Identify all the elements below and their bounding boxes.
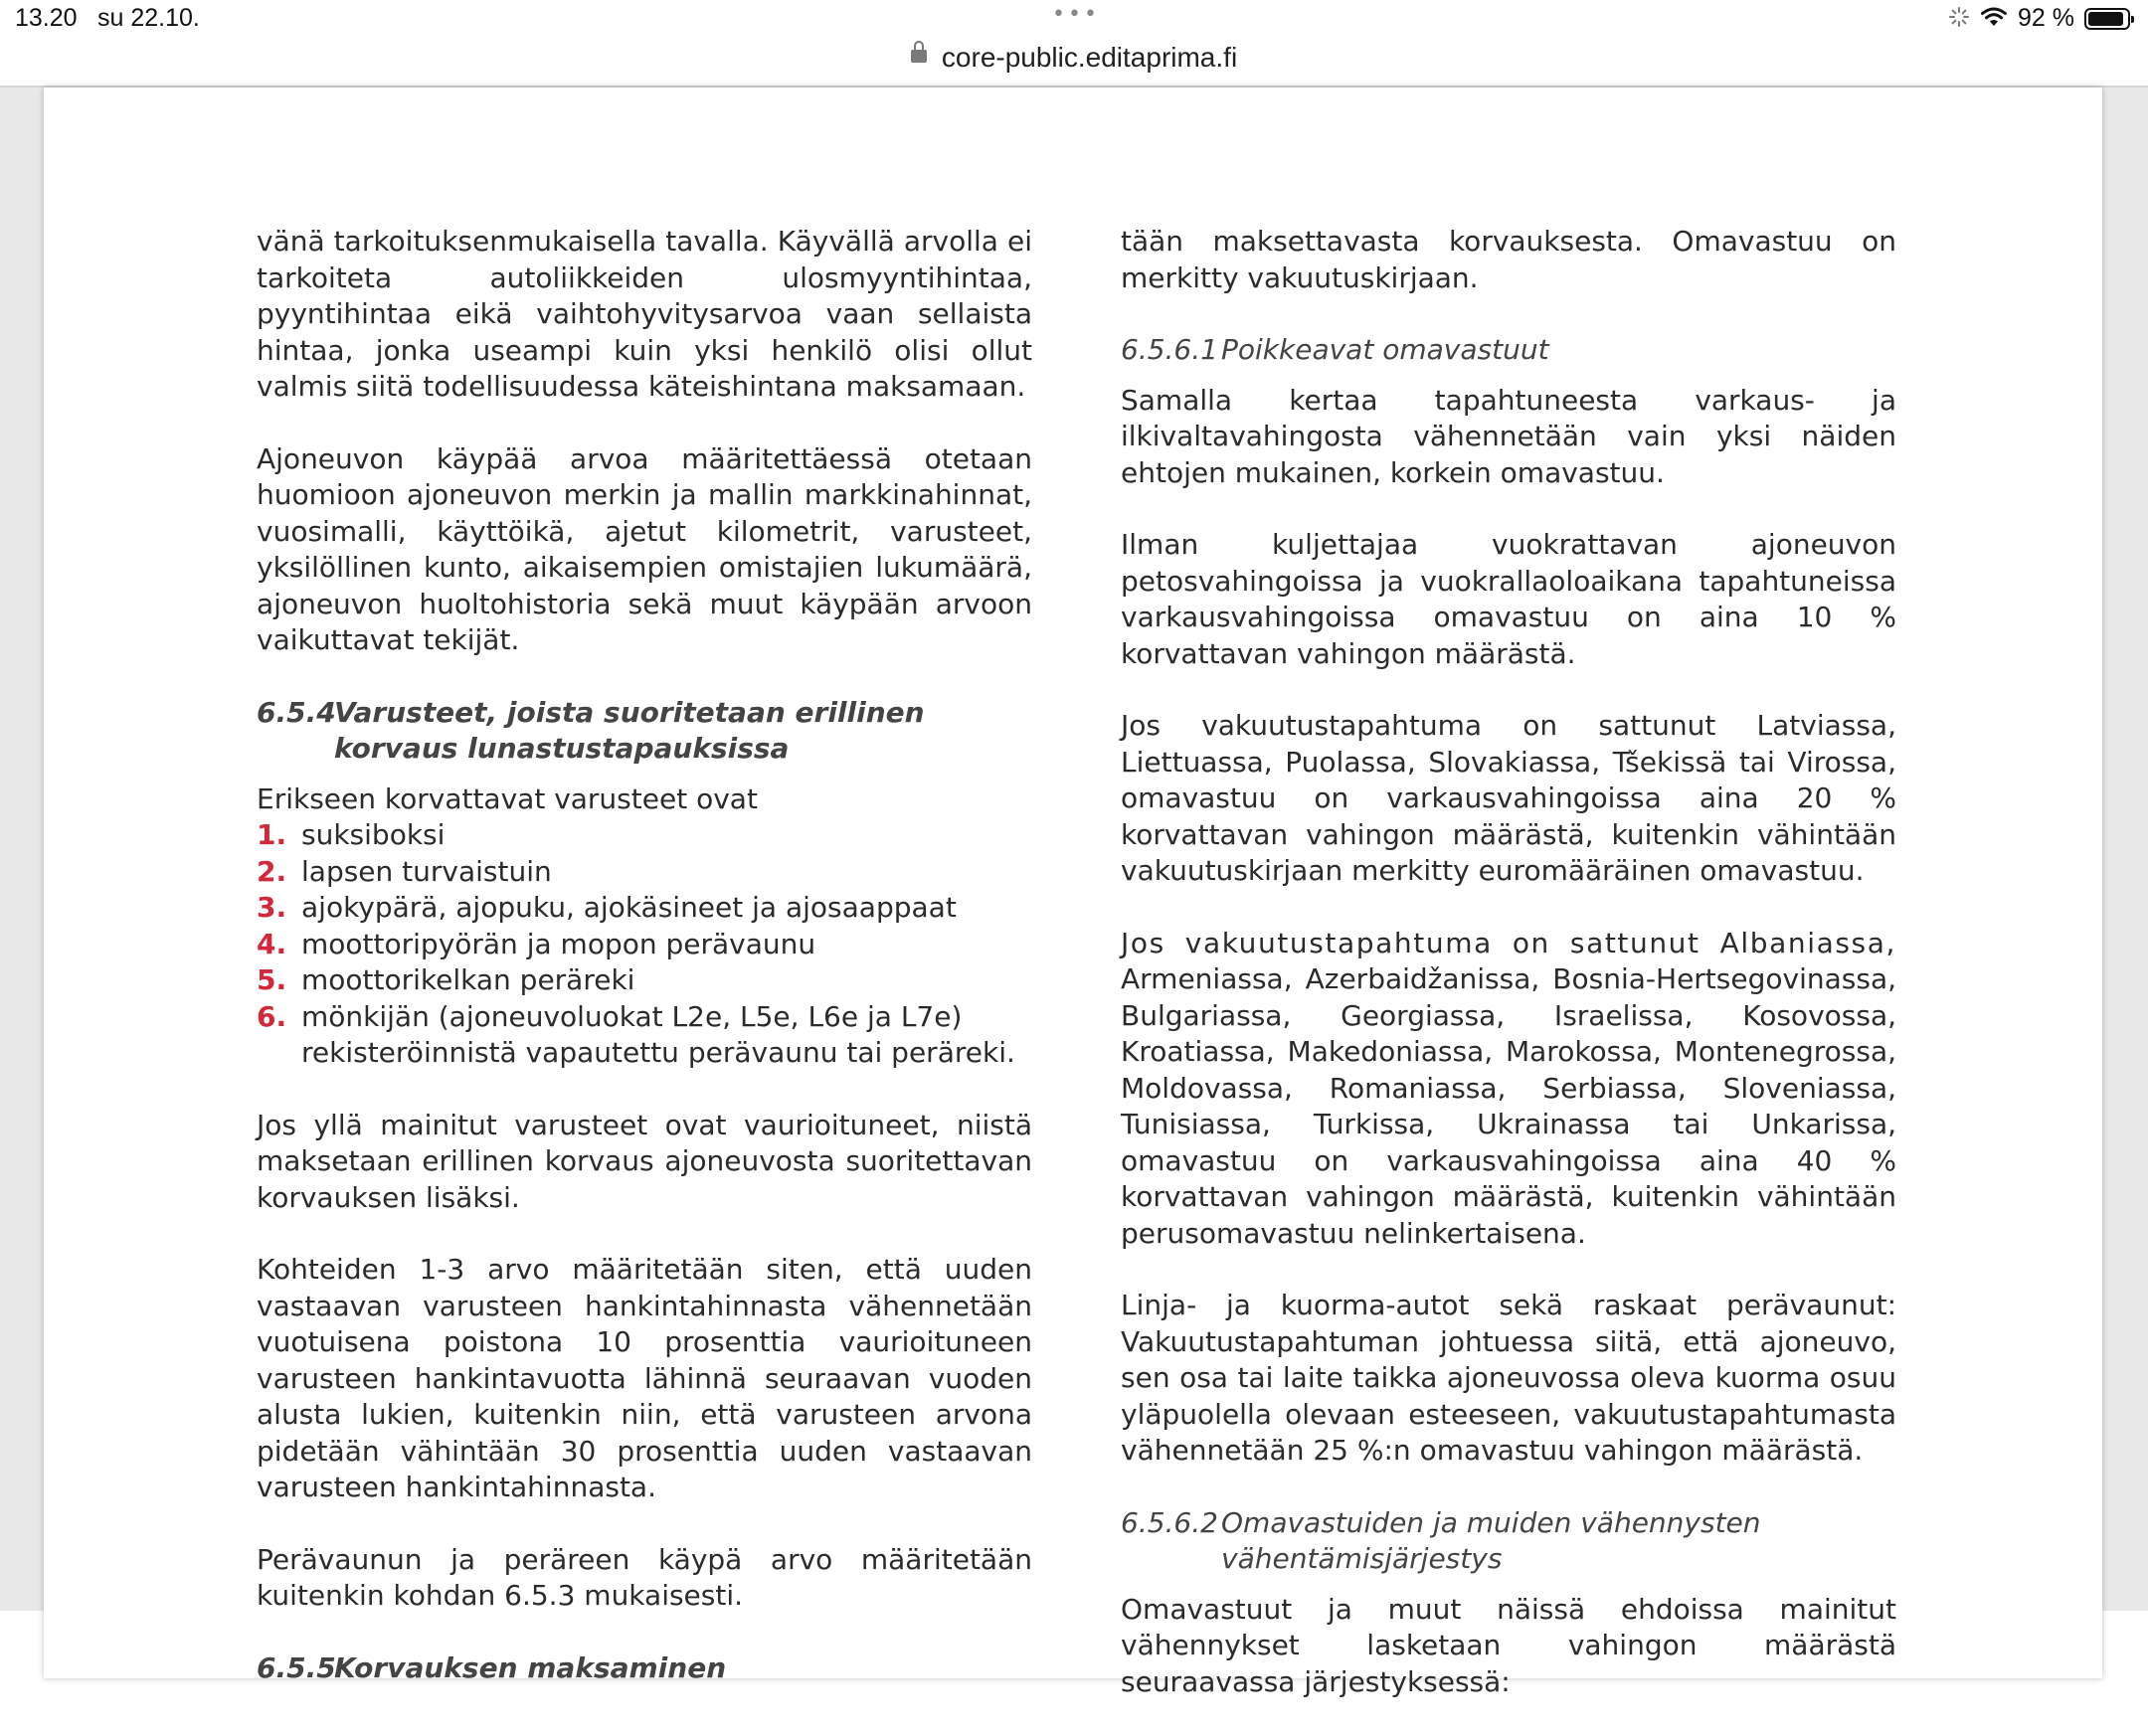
section-title: Poikkeavat omavastuut bbox=[1221, 333, 1549, 366]
left-column bbox=[257, 224, 1032, 1700]
list-item bbox=[257, 854, 1032, 891]
section-heading-6-5-4 bbox=[257, 695, 1032, 768]
list-item-number: 6. bbox=[257, 999, 287, 1033]
paragraph: Ilman kuljettajaa vuokrattavan ajoneuvon petosvahingoissa ja vuokrallaoloaikana tapahtuneissa varkausvahingoissa omavastuu on aina 10 % korvattavan vahingon määrästä. bbox=[1121, 528, 1896, 670]
section-title: Varusteet, joista suoritetaan erillinen korvaus lunastustapauksissa bbox=[334, 695, 925, 765]
paragraph: Jos yllä mainitut varusteet ovat vaurioituneet, niistä maksetaan erillinen korvaus ajoneuvosta suoritettavan korvauksen lisäksi. bbox=[257, 1108, 1032, 1214]
paragraph: Ajoneuvon käypää arvoa määritettäessä otetaan huomioon ajoneuvon merkin ja mallin markkinahinnat, vuosimalli, käyttöikä, ajetut kilometrit, varusteet, yksilöllinen kunto, aikaisempien omistajien lukumäärä, ajoneuvon huoltohistoria sekä muut käypään arvoon vaikuttavat tekijät. bbox=[257, 441, 1032, 656]
wifi-icon bbox=[1980, 6, 2008, 32]
list-item-number: 1. bbox=[257, 818, 287, 851]
list-item bbox=[257, 999, 1032, 1072]
right-column bbox=[1121, 224, 1896, 1736]
list-item-text: mönkijän (ajoneuvoluokat L2e, L5e, L6e ja L7e) rekisteröinnistä vapautettu perävaunu tai peräreki. bbox=[301, 999, 1015, 1069]
list-item-text: moottoripyörän ja mopon perävaunu bbox=[301, 927, 816, 960]
activity-spinner-icon bbox=[1948, 6, 1970, 32]
list-item-number: 3. bbox=[257, 891, 287, 924]
document-page bbox=[44, 87, 2102, 1698]
list-item bbox=[257, 890, 1032, 927]
status-indicators bbox=[1948, 4, 2130, 33]
status-bar bbox=[0, 0, 2148, 40]
multitasking-dots-icon[interactable]: ••• bbox=[1052, 2, 1100, 27]
section-heading-6-5-6-2 bbox=[1121, 1505, 1896, 1578]
paragraph: Perävaunun ja peräreen käypä arvo määritetään kuitenkin kohdan 6.5.3 mukaisesti. bbox=[257, 1542, 1032, 1612]
list-item bbox=[257, 817, 1032, 854]
list-item-number: 5. bbox=[257, 963, 287, 996]
paragraph: Jos vakuutustapahtuma on sattunut Latviassa, Liettuassa, Puolassa, Slovakiassa, Tšekissä tai Virossa, omavastuu on varkausvahingoissa aina 20 % korvattavan vahingon määrästä, kuitenkin vähintään vakuutuskirjaan merkitty euromääräinen omavastuu. bbox=[1121, 709, 1896, 887]
section-heading-6-5-6-1 bbox=[1121, 332, 1896, 369]
list-item bbox=[257, 962, 1032, 999]
lock-icon bbox=[911, 50, 927, 63]
section-number: 6.5.6.2 bbox=[1121, 1505, 1218, 1539]
list-item-number: 2. bbox=[257, 854, 287, 888]
section-number: 6.5.4 bbox=[257, 695, 336, 729]
list-item-text: suksiboksi bbox=[301, 818, 446, 851]
list-item-text: lapsen turvaistuin bbox=[301, 854, 552, 888]
status-time: 13.20 bbox=[15, 4, 78, 32]
battery-percent: 92 % bbox=[2018, 4, 2074, 32]
paragraph-first-line: Jos vakuutustapahtuma on sattunut Albaniassa, bbox=[1121, 926, 1896, 959]
paragraph: Kohteiden 1-3 arvo määritetään siten, että uuden vastaavan varusteen hankintahinnasta vähennetään vuotuisena poistona 10 prosenttia vaurioituneen varusteen hankintavuotta lähinnä seuraavan vuoden alusta lukien, kuitenkin niin, että varusteen arvona pidetään vähintään 30 prosenttia uuden vastaavan varusteen hankintahinnasta. bbox=[257, 1253, 1032, 1503]
list-item-number: 4. bbox=[257, 927, 287, 960]
section-heading-6-5-5 bbox=[257, 1650, 1032, 1687]
status-date: su 22.10. bbox=[97, 4, 200, 32]
address-bar[interactable] bbox=[0, 40, 2148, 87]
battery-level bbox=[2088, 12, 2123, 26]
battery-icon bbox=[2084, 8, 2130, 30]
paragraph: vänä tarkoituksenmukaisella tavalla. Käyvällä arvolla ei tarkoiteta autoliikkeiden ulosmyyntihintaa, pyyntihintaa eikä vaihtohyvitysarvoa vaan sellaista hintaa, jonka useampi kuin yksi henkilö olisi ollut valmis siitä todellisuudessa käteishintana maksamaan. bbox=[257, 225, 1032, 403]
paragraph bbox=[1121, 926, 1896, 1253]
list-item bbox=[257, 927, 1032, 963]
paragraph-rest: Armeniassa, Azerbaidžanissa, Bosnia-Hertsegovinassa, Bulgariassa, Georgiassa, Israelissa, Kosovossa, Kroatiassa, Makedoniassa, Marokossa, Montenegrossa, Moldovassa, Romaniassa, Serbiassa, Sloveniassa, Tunisiassa, Turkissa, Ukrainassa tai Unkarissa, omavastuu on varkausvahingoissa aina 40 % korvattavan vahingon määrästä, kuitenkin vähintään perusomavastuu nelinkertaisena. bbox=[1121, 962, 1896, 1250]
section-title: Korvauksen maksaminen bbox=[334, 1650, 727, 1684]
list-item-text: ajokypärä, ajopuku, ajokäsineet ja ajosaappaat bbox=[301, 891, 957, 924]
equipment-list bbox=[257, 817, 1032, 1072]
section-number: 6.5.6.1 bbox=[1121, 333, 1218, 366]
section-number: 6.5.5 bbox=[257, 1650, 336, 1684]
list-item-text: moottorikelkan peräreki bbox=[301, 963, 635, 996]
paragraph: tään maksettavasta korvauksesta. Omavastuu on merkitty vakuutuskirjaan. bbox=[1121, 225, 1896, 294]
section-title: Omavastuiden ja muiden vähennysten vähentämisjärjestys bbox=[1221, 1505, 1761, 1575]
document-viewer[interactable] bbox=[0, 87, 2148, 1698]
paragraph: Samalla kertaa tapahtuneesta varkaus- ja ilkivaltavahingosta vähennetään vain yksi näiden ehtojen mukainen, korkein omavastuu. bbox=[1121, 383, 1896, 489]
list-intro: Erikseen korvattavat varusteet ovat bbox=[257, 781, 758, 815]
url-text[interactable]: core-public.editaprima.fi bbox=[941, 42, 1238, 73]
paragraph: Omavastuut ja muut näissä ehdoissa mainitut vähennykset lasketaan vahingon määrästä seuraavassa järjestyksessä: bbox=[1121, 1592, 1896, 1698]
paragraph: Linja- ja kuorma-autot sekä raskaat perävaunut: Vakuutustapahtuman johtuessa siitä, että ajoneuvo, sen osa tai laite taikka ajoneuvossa oleva kuorma osuu yläpuolella olevaan esteeseen, vakuutustapahtumasta vähennetään 25 %:n omavastuu vahingon määrästä. bbox=[1121, 1289, 1896, 1467]
